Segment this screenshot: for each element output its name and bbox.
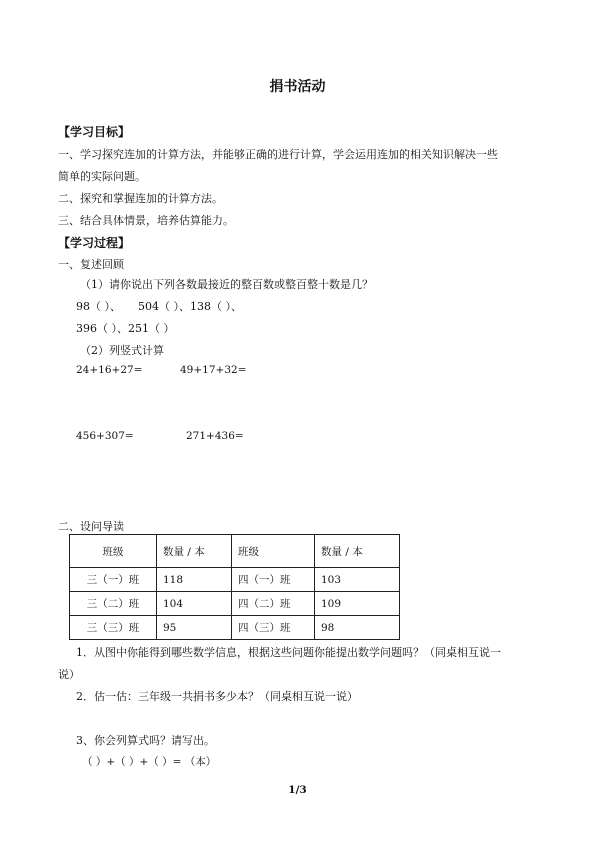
- formula-template: （ ）+（ ）+（ ）= （本）: [82, 756, 217, 768]
- calc-expression-1: 24+16+27=: [76, 364, 143, 376]
- table-cell: 三（三）班: [70, 616, 157, 640]
- guide-heading: 二、设问导读: [58, 520, 124, 533]
- table-row: [70, 592, 400, 616]
- table-question-2: 2．估一估：三年级一共捐书多少本？（同桌相互说一说）: [76, 690, 358, 703]
- page-title: 捐书活动: [269, 79, 326, 95]
- calc-expression-3: 456+307=: [76, 430, 134, 442]
- table-cell: 109: [315, 592, 400, 616]
- question-1-row-1b: 504（ ）、138（ ）、: [138, 300, 242, 313]
- goal-item-3: 三、结合具体情景，培养估算能力。: [58, 214, 234, 227]
- goal-item-2: 二、探究和掌握连加的计算方法。: [58, 192, 223, 205]
- table-row: [70, 568, 400, 592]
- table-header-cell: 班级: [232, 535, 315, 568]
- question-1-row-2: 396（ ）、251（ ）: [76, 322, 175, 335]
- goal-item-1-line-2: 简单的实际问题。: [58, 170, 146, 183]
- table-cell: 四（二）班: [232, 592, 315, 616]
- table-row: [70, 616, 400, 640]
- table-cell: 103: [315, 568, 400, 592]
- process-heading: 【学习过程】: [58, 236, 131, 250]
- table-question-1-line-2: 说）: [58, 668, 80, 681]
- review-heading: 一、复述回顾: [58, 258, 124, 271]
- goal-item-1-line-1: 一、学习探究连加的计算方法，并能够正确的进行计算，学会运用连加的相关知识解决一些: [58, 148, 498, 161]
- question-2: （2）列竖式计算: [80, 344, 164, 357]
- donation-table: [69, 534, 400, 640]
- question-1-row-1a: 98（ ）、: [76, 300, 121, 313]
- table-question-3: 3、你会列算式吗？请写出。: [76, 734, 215, 747]
- table-question-1-line-1: 1．从图中你能得到哪些数学信息，根据这些问题你能提出数学问题吗？（同桌相互说一: [76, 646, 501, 659]
- calc-expression-4: 271+436=: [186, 430, 244, 442]
- table-header-cell: 数量 / 本: [157, 535, 232, 568]
- table-cell: 四（三）班: [232, 616, 315, 640]
- question-1: （1）请你说出下列各数最接近的整百数或整百整十数是几？: [80, 278, 373, 291]
- calc-expression-2: 49+17+32=: [180, 364, 247, 376]
- table-cell: 三（二）班: [70, 592, 157, 616]
- table-cell: 四（一）班: [232, 568, 315, 592]
- table-cell: 三（一）班: [70, 568, 157, 592]
- table-header-cell: 数量 / 本: [315, 535, 400, 568]
- table-header-cell: 班级: [70, 535, 157, 568]
- table-cell: 98: [315, 616, 400, 640]
- goals-heading: 【学习目标】: [58, 125, 131, 139]
- table-cell: 118: [157, 568, 232, 592]
- table-header-row: [70, 535, 400, 568]
- page-number: 1/3: [288, 784, 307, 796]
- table-cell: 95: [157, 616, 232, 640]
- table-cell: 104: [157, 592, 232, 616]
